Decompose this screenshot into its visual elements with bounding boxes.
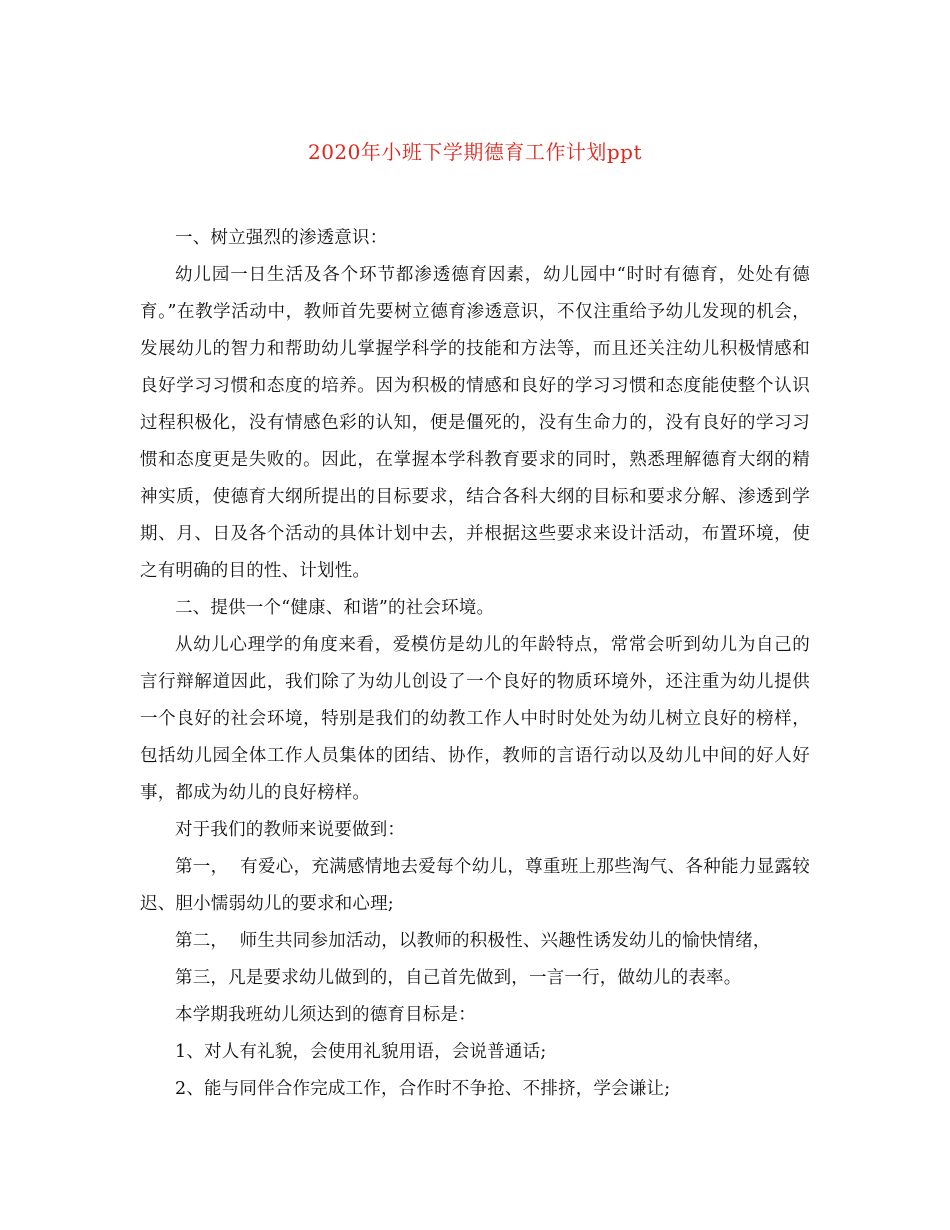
list-item: 第三，凡是要求幼儿做到的，自己首先做到，一言一行，做幼儿的表率。 <box>175 968 742 988</box>
document-title: 2020年小班下学期德育工作计划ppt <box>307 140 643 164</box>
list-item: 第二， 师生共同参加活动，以教师的积极性、兴趣性诱发幼儿的愉快情绪， <box>175 931 771 951</box>
section-heading: 二、提供一个“健康、和谐”的社会环境。 <box>175 598 495 618</box>
body-paragraph: 幼儿园一日生活及各个环节都渗透德育因素，幼儿园中“时时有德育，处处有德育。”在教学活动中，教师首先要树立德育渗透意识，不仅注重给予幼儿发现的机会，发展幼儿的智力和帮助幼儿掌握学科学的技能和方法等，而且还关注幼儿积极情感和良好学习习惯和态度的培养。因为积极的情感和良好的学习习惯和态度能使整个认识过程积极化，没有情感色彩的认知，便是僵死的，没有生命力的，没有良好的学习习惯和态度更是失败的。因此，在掌握本学科教育要求的同时，熟悉理解德育大纲的精神实质，使德育大纲所提出的目标要求，结合各科大纲的目标和要求分解、渗透到学期、月、日及各个活动的具体计划中去，并根据这些要求来设计活动，布置环境，使之有明确的目的性、计划性。 <box>140 265 810 581</box>
body-paragraph: 从幼儿心理学的角度来看，爱模仿是幼儿的年龄特点，常常会听到幼儿为自己的言行辩解道因此，我们除了为幼儿创设了一个良好的物质环境外，还注重为幼儿提供一个良好的社会环境，特别是我们的幼教工作人中时时处处为幼儿树立良好的榜样，包括幼儿园全体工作人员集体的团结、协作，教师的言语行动以及幼儿中间的好人好事，都成为幼儿的良好榜样。 <box>140 635 810 803</box>
list-item: 1、对人有礼貌，会使用礼貌用语，会说普通话; <box>175 1042 547 1062</box>
document-body <box>140 220 810 1108</box>
body-paragraph: 对于我们的教师来说要做到： <box>175 820 406 840</box>
section-heading: 一、树立强烈的渗透意识： <box>175 228 388 248</box>
list-item: 第一， 有爱心，充满感情地去爱每个幼儿，尊重班上那些淘气、各种能力显露较迟、胆小懦弱幼儿的要求和心理; <box>140 857 810 914</box>
body-paragraph: 本学期我班幼儿须达到的德育目标是： <box>175 1005 476 1025</box>
list-item: 2、能与同伴合作完成工作，合作时不争抢、不排挤，学会谦让; <box>175 1079 671 1099</box>
